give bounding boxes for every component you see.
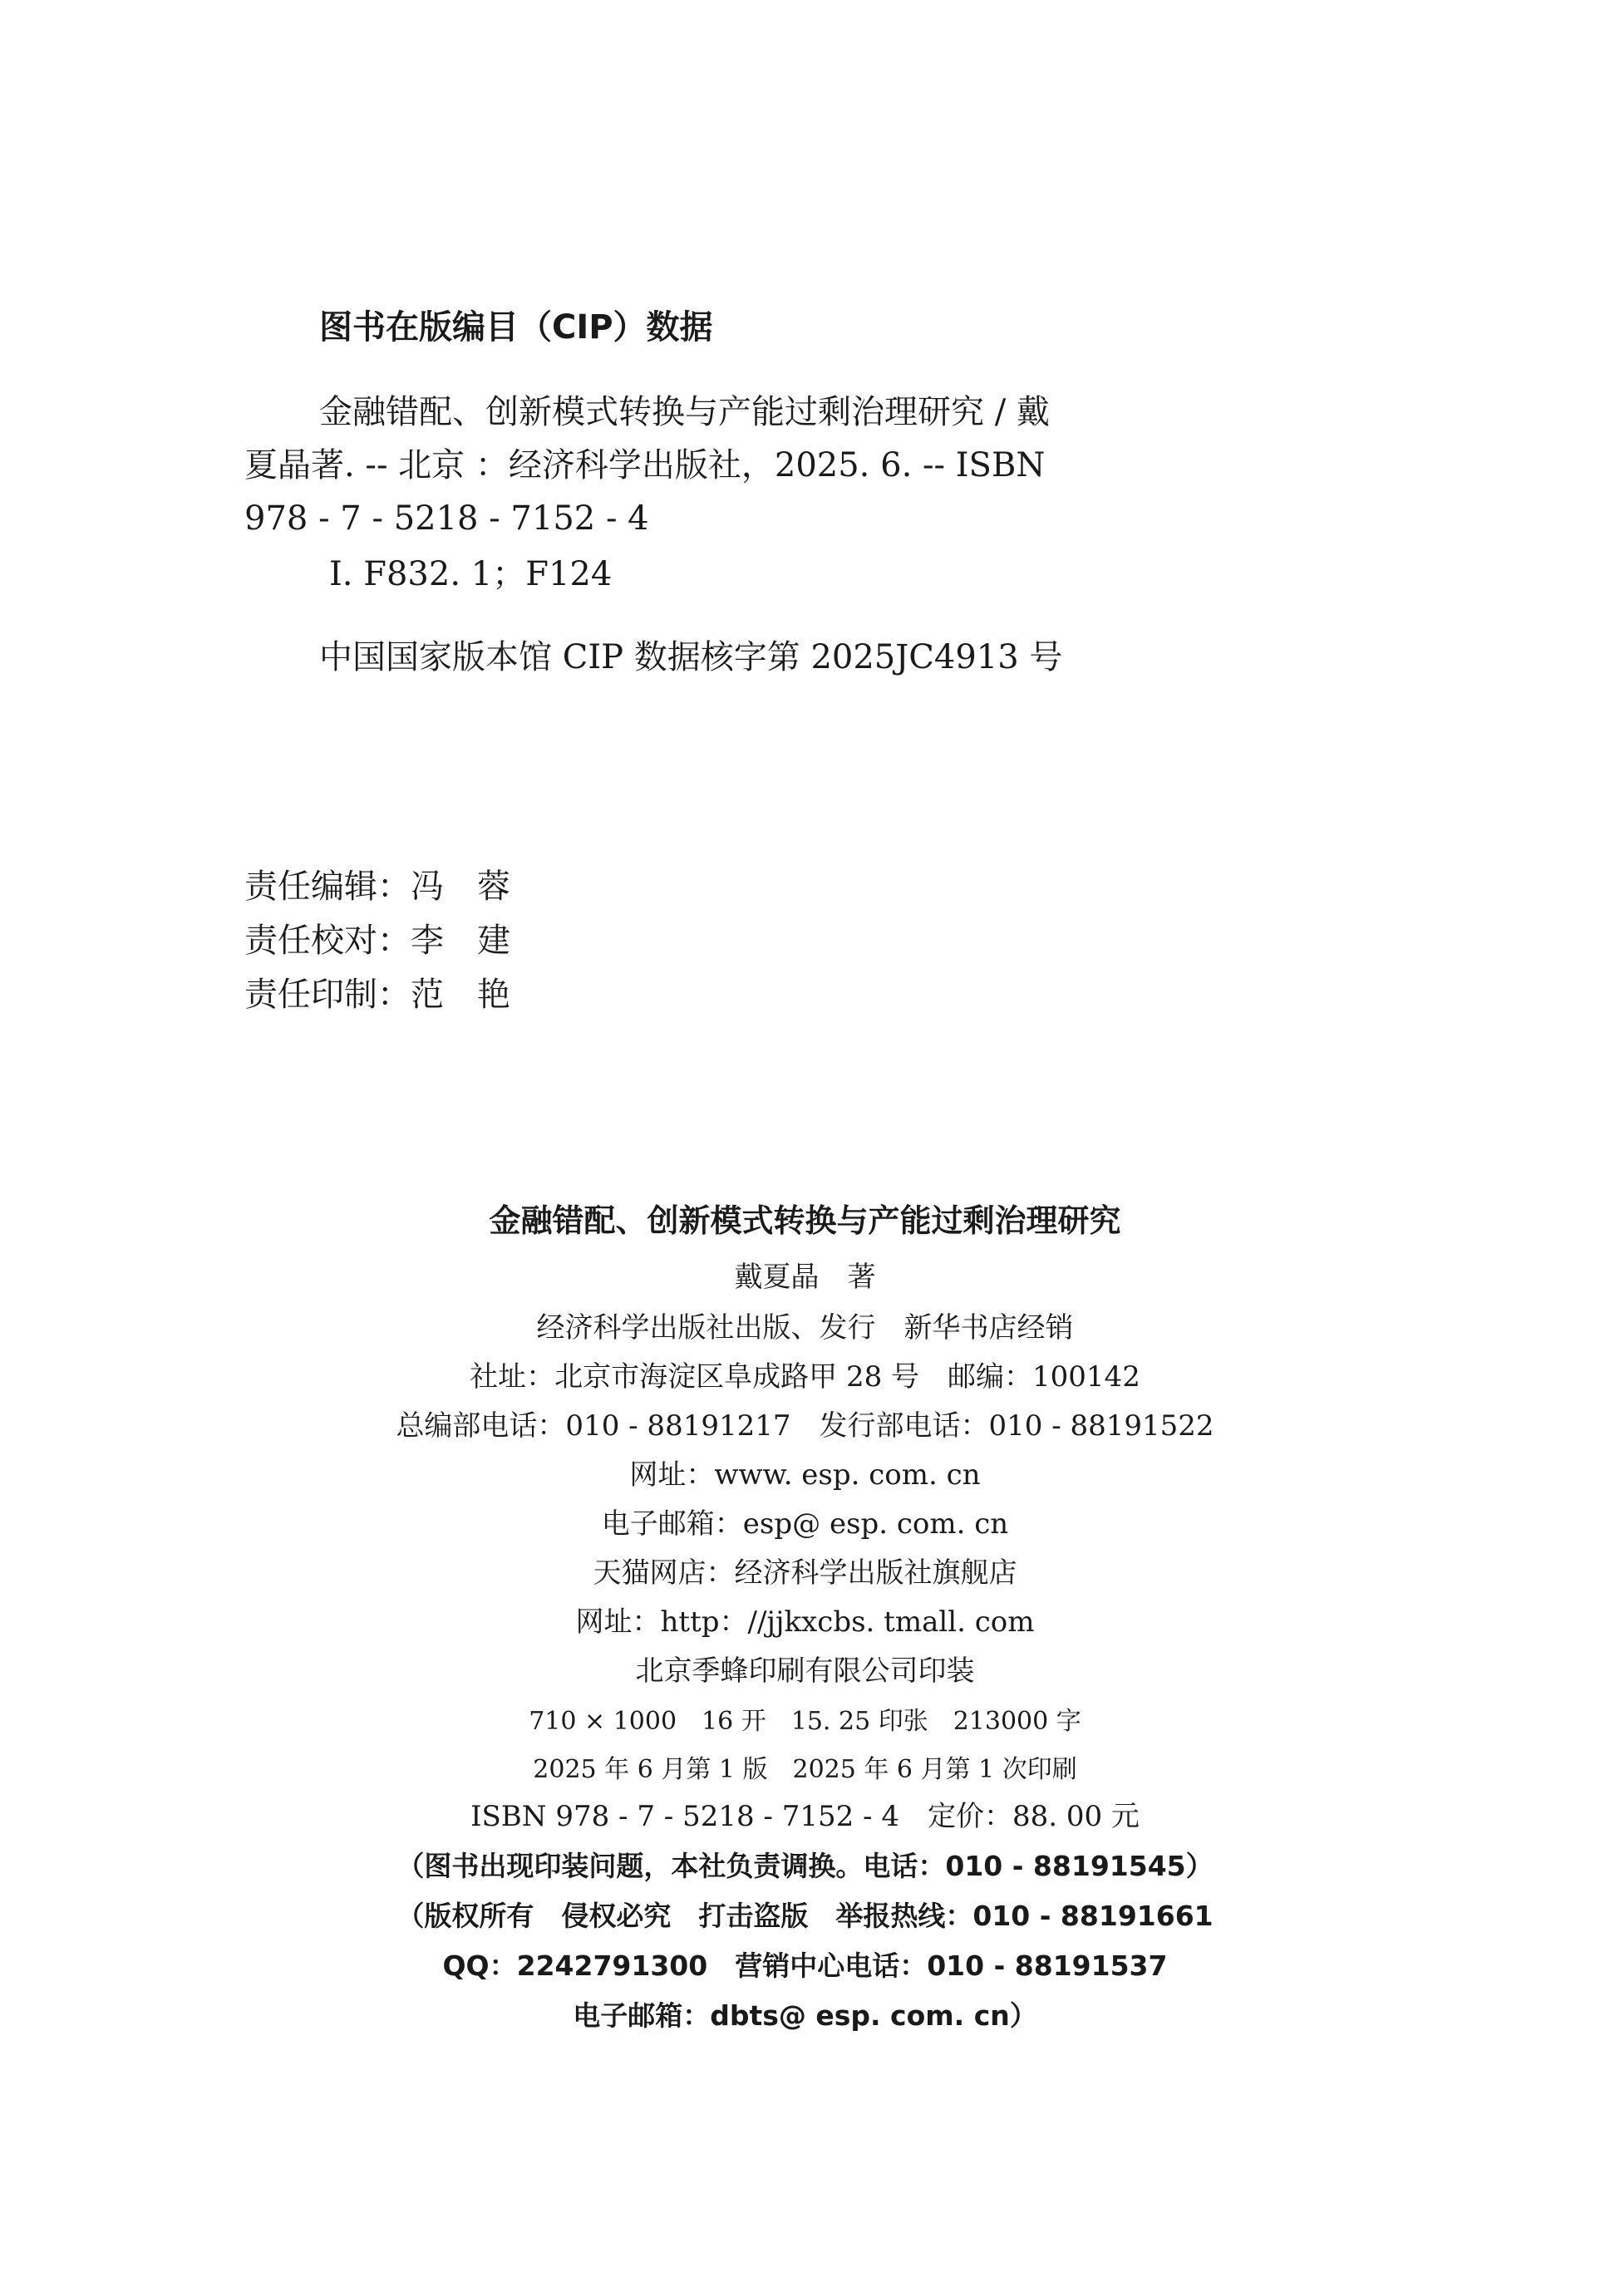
cip-title: 图书在版编目（CIP）数据: [319, 308, 713, 347]
colophon-publisher: 经济科学出版社出版、发行 新华书店经销: [536, 1311, 1074, 1345]
colophon-address: 社址：北京市海淀区阜成路甲 28 号 邮编：100142: [470, 1360, 1140, 1394]
staff-name: 李 建: [411, 922, 510, 960]
colophon-notice-contact: QQ：2242791300 营销中心电话：010 - 88191537: [442, 1949, 1168, 1982]
staff-role: 责任编辑：: [244, 868, 411, 906]
staff-name: 冯 蓉: [411, 868, 510, 906]
colophon-notice-copyright: （版权所有 侵权必究 打击盗版 举报热线：010 - 88191661: [396, 1900, 1214, 1932]
staff-row-proofreader: [244, 917, 510, 964]
cip-line-title-author: 金融错配、创新模式转换与产能过剩治理研究 / 戴: [319, 393, 1050, 431]
colophon-phones: 总编部电话：010 - 88191217 发行部电话：010 - 88191522: [396, 1409, 1214, 1443]
colophon-printer: 北京季蜂印刷有限公司印装: [635, 1654, 975, 1688]
colophon-notice-email: 电子邮箱：dbts@ esp. com. cn）: [573, 1999, 1037, 2032]
cip-line-record-number: 中国国家版本馆 CIP 数据核字第 2025JC4913 号: [319, 638, 1063, 676]
colophon-edition: 2025 年 6 月第 1 版 2025 年 6 月第 1 次印刷: [533, 1755, 1077, 1784]
colophon-tmall-store: 天猫网店：经济科学出版社旗舰店: [593, 1556, 1017, 1590]
staff-row-editor: [244, 863, 510, 910]
staff-name: 范 艳: [411, 976, 510, 1014]
colophon-book-title: 金融错配、创新模式转换与产能过剩治理研究: [489, 1202, 1121, 1239]
colophon-website: 网址：www. esp. com. cn: [629, 1458, 981, 1492]
cip-line-isbn: 978 - 7 - 5218 - 7152 - 4: [244, 499, 649, 538]
cip-line-publisher: 夏晶著. -- 北京 ：经济科学出版社，2025. 6. -- ISBN: [244, 446, 1046, 484]
colophon-isbn-price: ISBN 978 - 7 - 5218 - 7152 - 4 定价：88. 00 元: [470, 1800, 1140, 1833]
colophon-format: 710 × 1000 16 开 15. 25 印张 213000 字: [529, 1707, 1081, 1736]
cip-line-classification: Ⅰ. F832. 1；F124: [329, 555, 613, 593]
colophon-tmall-url: 网址：http：//jjkxcbs. tmall. com: [575, 1605, 1035, 1639]
colophon-notice-print-issues: （图书出现印装问题，本社负责调换。电话：010 - 88191545）: [396, 1850, 1214, 1882]
staff-role: 责任印制：: [244, 976, 411, 1014]
staff-role: 责任校对：: [244, 922, 411, 960]
colophon-email: 电子邮箱：esp@ esp. com. cn: [601, 1507, 1009, 1541]
staff-row-print-supervisor: [244, 971, 510, 1018]
colophon-author: 戴夏晶 著: [734, 1261, 876, 1294]
